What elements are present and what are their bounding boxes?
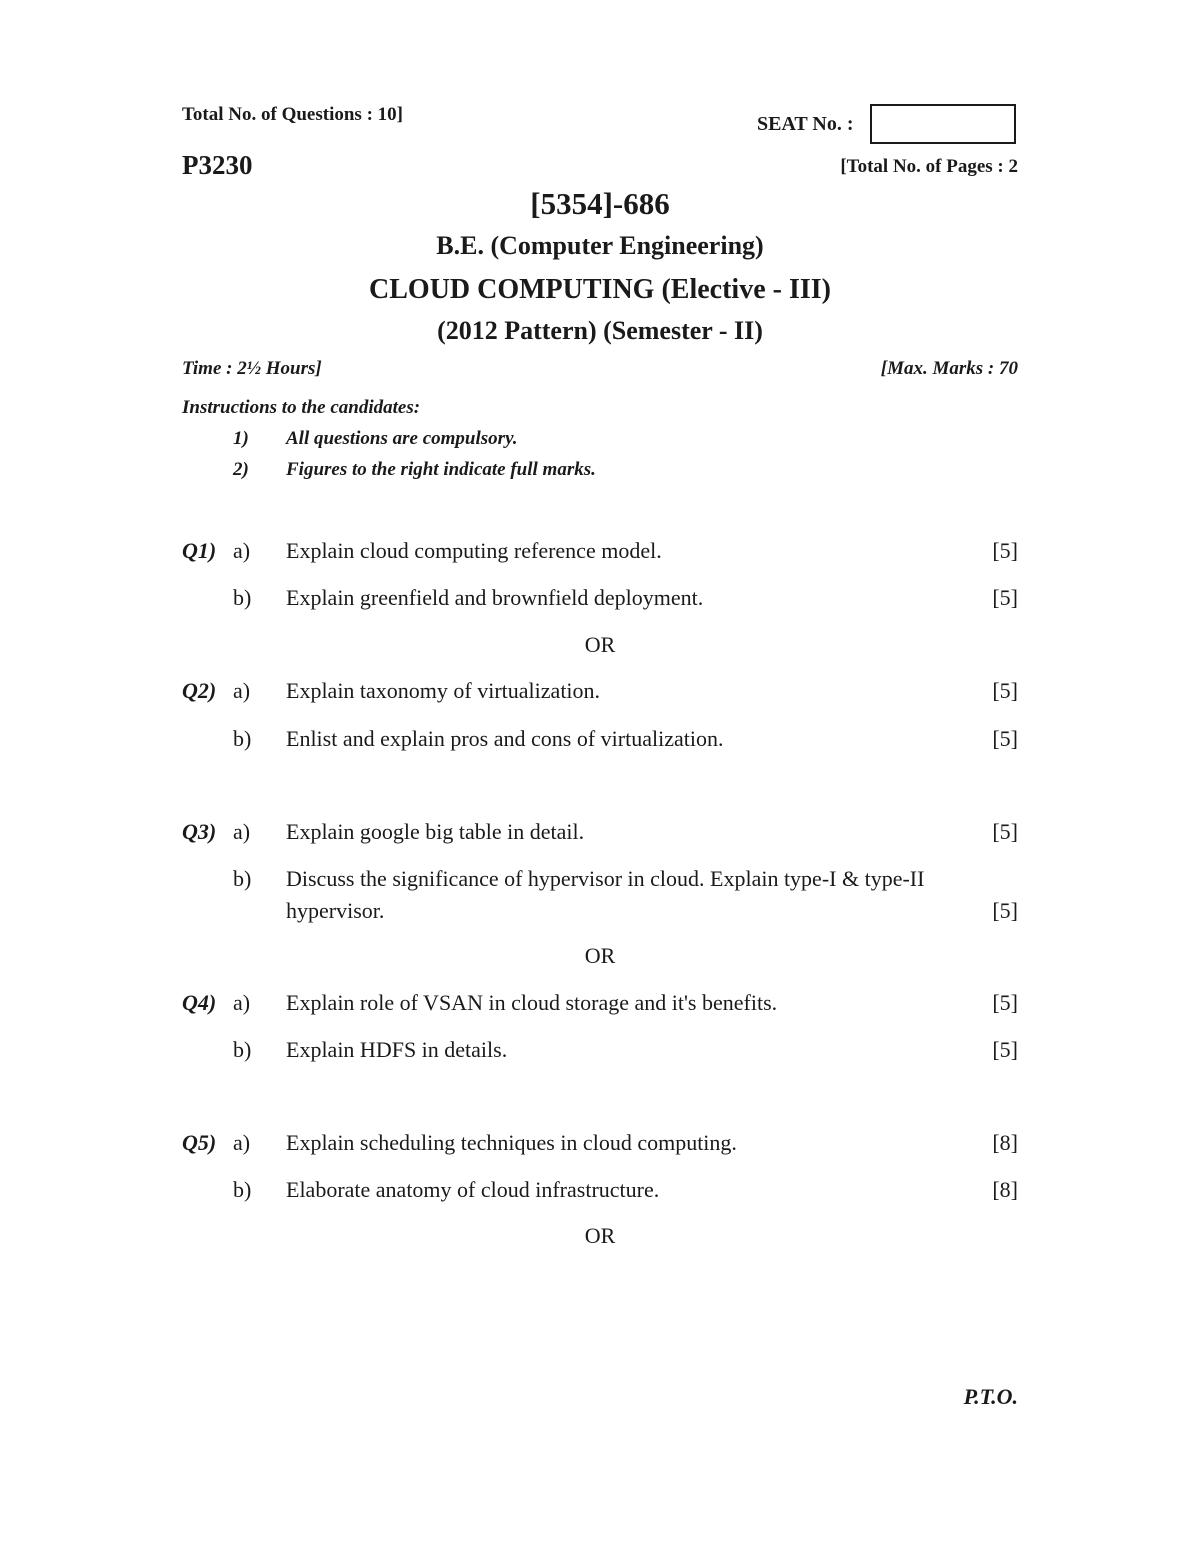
question-part: b)	[233, 726, 252, 751]
question-part: b)	[233, 866, 252, 891]
question-text: Explain google big table in detail.	[286, 819, 585, 844]
question-text: Explain taxonomy of virtualization.	[286, 678, 601, 703]
question-part: b)	[233, 1037, 252, 1062]
question-marks: [5]	[992, 726, 1018, 751]
question-number: Q5)	[182, 1130, 217, 1155]
question-text: Explain scheduling techniques in cloud computing.	[286, 1130, 737, 1155]
question-text: Explain cloud computing reference model.	[286, 538, 662, 563]
question-marks: [5]	[992, 538, 1018, 563]
question-text: Elaborate anatomy of cloud infrastructure.	[286, 1177, 660, 1202]
question-marks: [5]	[992, 990, 1018, 1015]
seat-number-label: SEAT No. :	[757, 113, 854, 135]
question-marks: [5]	[992, 819, 1018, 844]
instruction-number: 2)	[233, 459, 249, 480]
or-separator: OR	[584, 1223, 616, 1248]
or-separator: OR	[584, 632, 616, 657]
question-number: Q4)	[182, 990, 217, 1015]
instruction-text: Figures to the right indicate full marks.	[286, 459, 596, 480]
seat-number-box[interactable]	[870, 104, 1016, 144]
question-text: Explain HDFS in details.	[286, 1037, 508, 1062]
max-marks: [Max. Marks : 70	[880, 358, 1018, 379]
question-number: Q3)	[182, 819, 217, 844]
question-text: Enlist and explain pros and cons of virtualization.	[286, 726, 724, 751]
question-marks: [5]	[992, 678, 1018, 703]
please-turn-over: P.T.O.	[963, 1384, 1018, 1409]
question-part: b)	[233, 1177, 252, 1202]
question-text-continued: hypervisor.	[286, 898, 385, 923]
question-marks: [8]	[992, 1130, 1018, 1155]
question-part: a)	[233, 1130, 251, 1155]
question-text: Explain greenfield and brownfield deployment.	[286, 585, 704, 610]
question-marks: [8]	[992, 1177, 1018, 1202]
instruction-text: All questions are compulsory.	[286, 428, 518, 449]
question-number: Q1)	[182, 538, 217, 563]
question-part: b)	[233, 585, 252, 610]
exam-time: Time : 2½ Hours]	[182, 358, 322, 379]
question-part: a)	[233, 678, 251, 703]
subject-title: CLOUD COMPUTING (Elective - III)	[369, 274, 831, 305]
or-separator: OR	[584, 943, 616, 968]
pattern-title: (2012 Pattern) (Semester - II)	[437, 316, 763, 345]
total-pages: [Total No. of Pages : 2	[840, 156, 1018, 177]
question-text: Discuss the significance of hypervisor in cloud. Explain type-I & type-II	[286, 866, 925, 891]
question-marks: [5]	[992, 585, 1018, 610]
instruction-number: 1)	[233, 428, 249, 449]
question-marks: [5]	[992, 1037, 1018, 1062]
question-text: Explain role of VSAN in cloud storage and it's benefits.	[286, 990, 778, 1015]
total-questions: Total No. of Questions : 10]	[182, 104, 403, 125]
question-part: a)	[233, 819, 251, 844]
question-number: Q2)	[182, 678, 217, 703]
question-part: a)	[233, 538, 251, 563]
question-part: a)	[233, 990, 251, 1015]
question-marks: [5]	[992, 898, 1018, 923]
exam-code: [5354]-686	[530, 186, 670, 221]
paper-code: P3230	[182, 150, 253, 180]
instructions-heading: Instructions to the candidates:	[182, 397, 421, 418]
degree-title: B.E. (Computer Engineering)	[436, 231, 764, 260]
